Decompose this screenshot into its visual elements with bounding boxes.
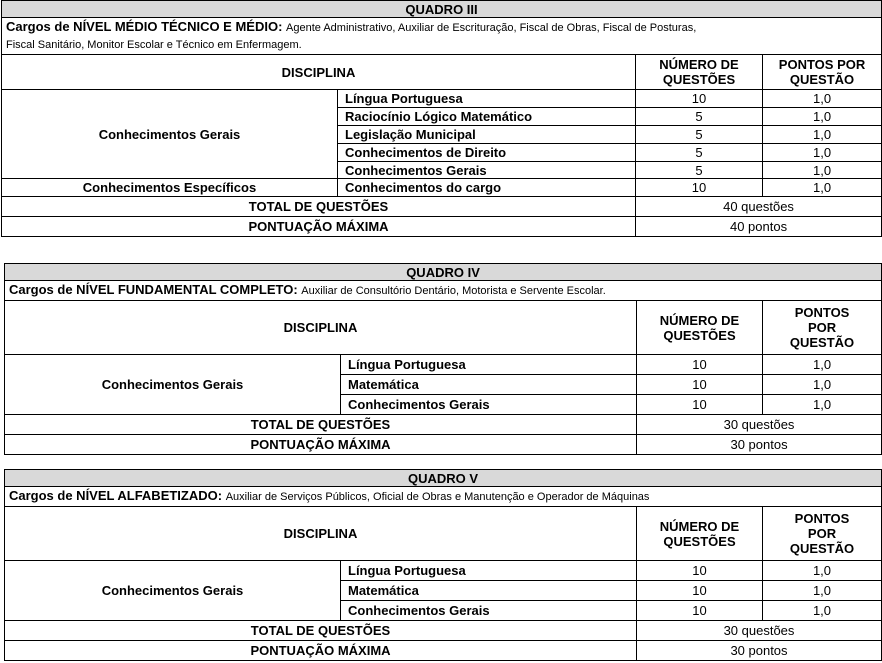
header-disciplina: DISCIPLINA bbox=[5, 507, 637, 561]
quadro-title: QUADRO IV bbox=[5, 264, 882, 281]
pontuacao-maxima-value: 30 pontos bbox=[637, 641, 882, 661]
discipline-name: Conhecimentos Gerais bbox=[341, 601, 637, 621]
question-count: 10 bbox=[636, 90, 763, 108]
discipline-name: Matemática bbox=[341, 375, 637, 395]
discipline-name: Conhecimentos Gerais bbox=[338, 162, 636, 179]
quadro-title: QUADRO III bbox=[2, 1, 882, 18]
pontuacao-maxima-label: PONTUAÇÃO MÁXIMA bbox=[2, 217, 636, 237]
question-count: 5 bbox=[636, 144, 763, 162]
question-count: 10 bbox=[637, 581, 763, 601]
discipline-name: Conhecimentos de Direito bbox=[338, 144, 636, 162]
total-questoes-label: TOTAL DE QUESTÕES bbox=[5, 415, 637, 435]
total-questoes-label: TOTAL DE QUESTÕES bbox=[5, 621, 637, 641]
header-pontos-questao: PONTOS POR QUESTÃO bbox=[763, 301, 882, 355]
header-numero-questoes: NÚMERO DE QUESTÕES bbox=[636, 55, 763, 90]
question-count: 5 bbox=[636, 126, 763, 144]
question-count: 10 bbox=[637, 375, 763, 395]
question-count: 10 bbox=[637, 601, 763, 621]
discipline-name: Língua Portuguesa bbox=[338, 90, 636, 108]
pontuacao-maxima-value: 40 pontos bbox=[636, 217, 882, 237]
header-pontos-questao: PONTOS POR QUESTÃO bbox=[763, 507, 882, 561]
question-count: 10 bbox=[637, 561, 763, 581]
discipline-name: Conhecimentos do cargo bbox=[338, 179, 636, 197]
cargos-label: Cargos de NÍVEL ALFABETIZADO: bbox=[9, 488, 223, 503]
discipline-name: Língua Portuguesa bbox=[341, 561, 637, 581]
quadro-iii-table bbox=[1, 0, 882, 237]
points-per-question: 1,0 bbox=[763, 561, 882, 581]
quadro-v-table bbox=[4, 469, 882, 661]
cargos-label: Cargos de NÍVEL MÉDIO TÉCNICO E MÉDIO: bbox=[6, 19, 283, 34]
points-per-question: 1,0 bbox=[763, 395, 882, 415]
pontuacao-maxima-label: PONTUAÇÃO MÁXIMA bbox=[5, 435, 637, 455]
points-per-question: 1,0 bbox=[763, 355, 882, 375]
group-conhecimentos-gerais: Conhecimentos Gerais bbox=[2, 90, 338, 179]
header-numero-questoes: NÚMERO DE QUESTÕES bbox=[637, 507, 763, 561]
question-count: 5 bbox=[636, 108, 763, 126]
group-conhecimentos-especificos: Conhecimentos Específicos bbox=[2, 179, 338, 197]
cargos-list: Auxiliar de Consultório Dentário, Motorista e Servente Escolar. bbox=[301, 285, 606, 297]
header-pontos-questao: PONTOS POR QUESTÃO bbox=[763, 55, 882, 90]
discipline-name: Raciocínio Lógico Matemático bbox=[338, 108, 636, 126]
points-per-question: 1,0 bbox=[763, 90, 882, 108]
question-count: 10 bbox=[637, 395, 763, 415]
total-questoes-value: 30 questões bbox=[637, 621, 882, 641]
total-questoes-value: 30 questões bbox=[637, 415, 882, 435]
cargos-description bbox=[5, 487, 882, 507]
cargos-list-cont: Fiscal Sanitário, Monitor Escolar e Técnico em Enfermagem. bbox=[6, 39, 302, 51]
total-questoes-value: 40 questões bbox=[636, 197, 882, 217]
points-per-question: 1,0 bbox=[763, 375, 882, 395]
points-per-question: 1,0 bbox=[763, 144, 882, 162]
points-per-question: 1,0 bbox=[763, 126, 882, 144]
quadro-iv-table bbox=[4, 263, 882, 455]
question-count: 10 bbox=[636, 179, 763, 197]
cargos-list: Agente Administrativo, Auxiliar de Escrituração, Fiscal de Obras, Fiscal de Posturas, bbox=[286, 22, 697, 34]
header-numero-questoes: NÚMERO DE QUESTÕES bbox=[637, 301, 763, 355]
discipline-name: Legislação Municipal bbox=[338, 126, 636, 144]
header-disciplina: DISCIPLINA bbox=[2, 55, 636, 90]
cargos-description bbox=[2, 18, 882, 55]
cargos-description bbox=[5, 281, 882, 301]
discipline-name: Matemática bbox=[341, 581, 637, 601]
points-per-question: 1,0 bbox=[763, 601, 882, 621]
pontuacao-maxima-label: PONTUAÇÃO MÁXIMA bbox=[5, 641, 637, 661]
points-per-question: 1,0 bbox=[763, 581, 882, 601]
question-count: 5 bbox=[636, 162, 763, 179]
points-per-question: 1,0 bbox=[763, 179, 882, 197]
discipline-name: Conhecimentos Gerais bbox=[341, 395, 637, 415]
quadro-title: QUADRO V bbox=[5, 470, 882, 487]
group-conhecimentos-gerais: Conhecimentos Gerais bbox=[5, 561, 341, 621]
header-disciplina: DISCIPLINA bbox=[5, 301, 637, 355]
points-per-question: 1,0 bbox=[763, 162, 882, 179]
discipline-name: Língua Portuguesa bbox=[341, 355, 637, 375]
question-count: 10 bbox=[637, 355, 763, 375]
points-per-question: 1,0 bbox=[763, 108, 882, 126]
total-questoes-label: TOTAL DE QUESTÕES bbox=[2, 197, 636, 217]
group-conhecimentos-gerais: Conhecimentos Gerais bbox=[5, 355, 341, 415]
cargos-list: Auxiliar de Serviços Públicos, Oficial de Obras e Manutenção e Operador de Máquinas bbox=[225, 491, 650, 503]
cargos-label: Cargos de NÍVEL FUNDAMENTAL COMPLETO: bbox=[9, 282, 298, 297]
pontuacao-maxima-value: 30 pontos bbox=[637, 435, 882, 455]
